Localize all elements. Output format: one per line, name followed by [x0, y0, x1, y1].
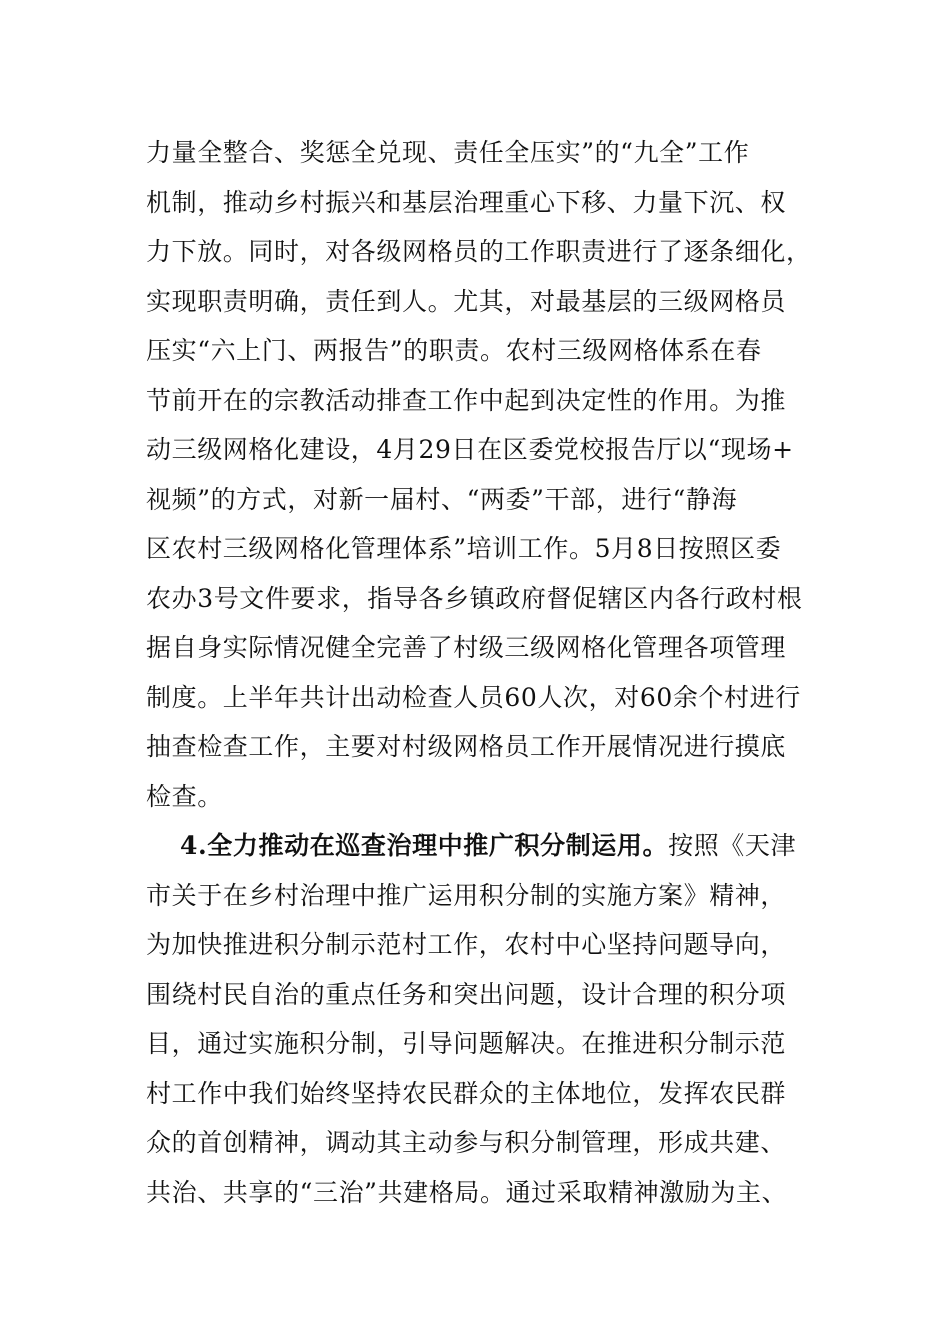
section-4-heading-rest: 按照《天津	[668, 831, 797, 860]
paragraph-line: 节前开在的宗教活动排查工作中起到决定性的作用。为推	[146, 385, 787, 415]
paragraph-line: 围绕村民自治的重点任务和突出问题，设计合理的积分项	[146, 979, 787, 1009]
paragraph-line: 共治、共享的“三治”共建格局。通过采取精神激励为主、	[146, 1177, 788, 1207]
section-4-heading: 4.全力推动在巡查治理中推广积分制运用。	[180, 831, 669, 860]
paragraph-line: 力下放。同时，对各级网格员的工作职责进行了逐条细化，	[146, 237, 812, 266]
paragraph-line: 力量全整合、奖惩全兑现、责任全压实”的“九全”工作	[146, 138, 750, 167]
paragraph-line: 为加快推进积分制示范村工作，农村中心坚持问题导向，	[146, 930, 787, 959]
paragraph-line: 市关于在乡村治理中推广运用积分制的实施方案》精神，	[146, 880, 787, 910]
paragraph-line: 视频”的方式，对新一届村、“两委”干部，进行“静海	[146, 484, 738, 514]
paragraph-line: 农办3号文件要求，指导各乡镇政府督促辖区内各行政村根	[146, 583, 803, 613]
paragraph-line: 据自身实际情况健全完善了村级三级网格化管理各项管理	[146, 633, 787, 662]
body-text	[146, 128, 816, 1217]
paragraph-line: 动三级网格化建设，4月29日在区委党校报告厅以“现场+	[146, 435, 794, 464]
section-4-first-line	[146, 821, 816, 871]
paragraph-line: 抽查检查工作，主要对村级网格员工作开展情况进行摸底	[146, 732, 787, 761]
paragraph-line: 压实“六上门、两报告”的职责。农村三级网格体系在春	[146, 336, 762, 365]
paragraph-line: 村工作中我们始终坚持农民群众的主体地位，发挥农民群	[146, 1078, 787, 1108]
paragraph-line: 目，通过实施积分制，引导问题解决。在推进积分制示范	[146, 1029, 787, 1058]
paragraph-line: 众的首创精神，调动其主动参与积分制管理，形成共建、	[146, 1128, 787, 1157]
paragraph-line: 检查。	[146, 781, 223, 811]
paragraph-line: 制度。上半年共计出动检查人员60人次，对60余个村进行	[146, 682, 801, 712]
paragraph-line: 区农村三级网格化管理体系”培训工作。5月8日按照区委	[146, 534, 782, 563]
paragraph-line: 实现职责明确，责任到人。尤其，对最基层的三级网格员	[146, 286, 787, 316]
paragraph-line: 机制，推动乡村振兴和基层治理重心下移、力量下沉、权	[146, 187, 787, 217]
